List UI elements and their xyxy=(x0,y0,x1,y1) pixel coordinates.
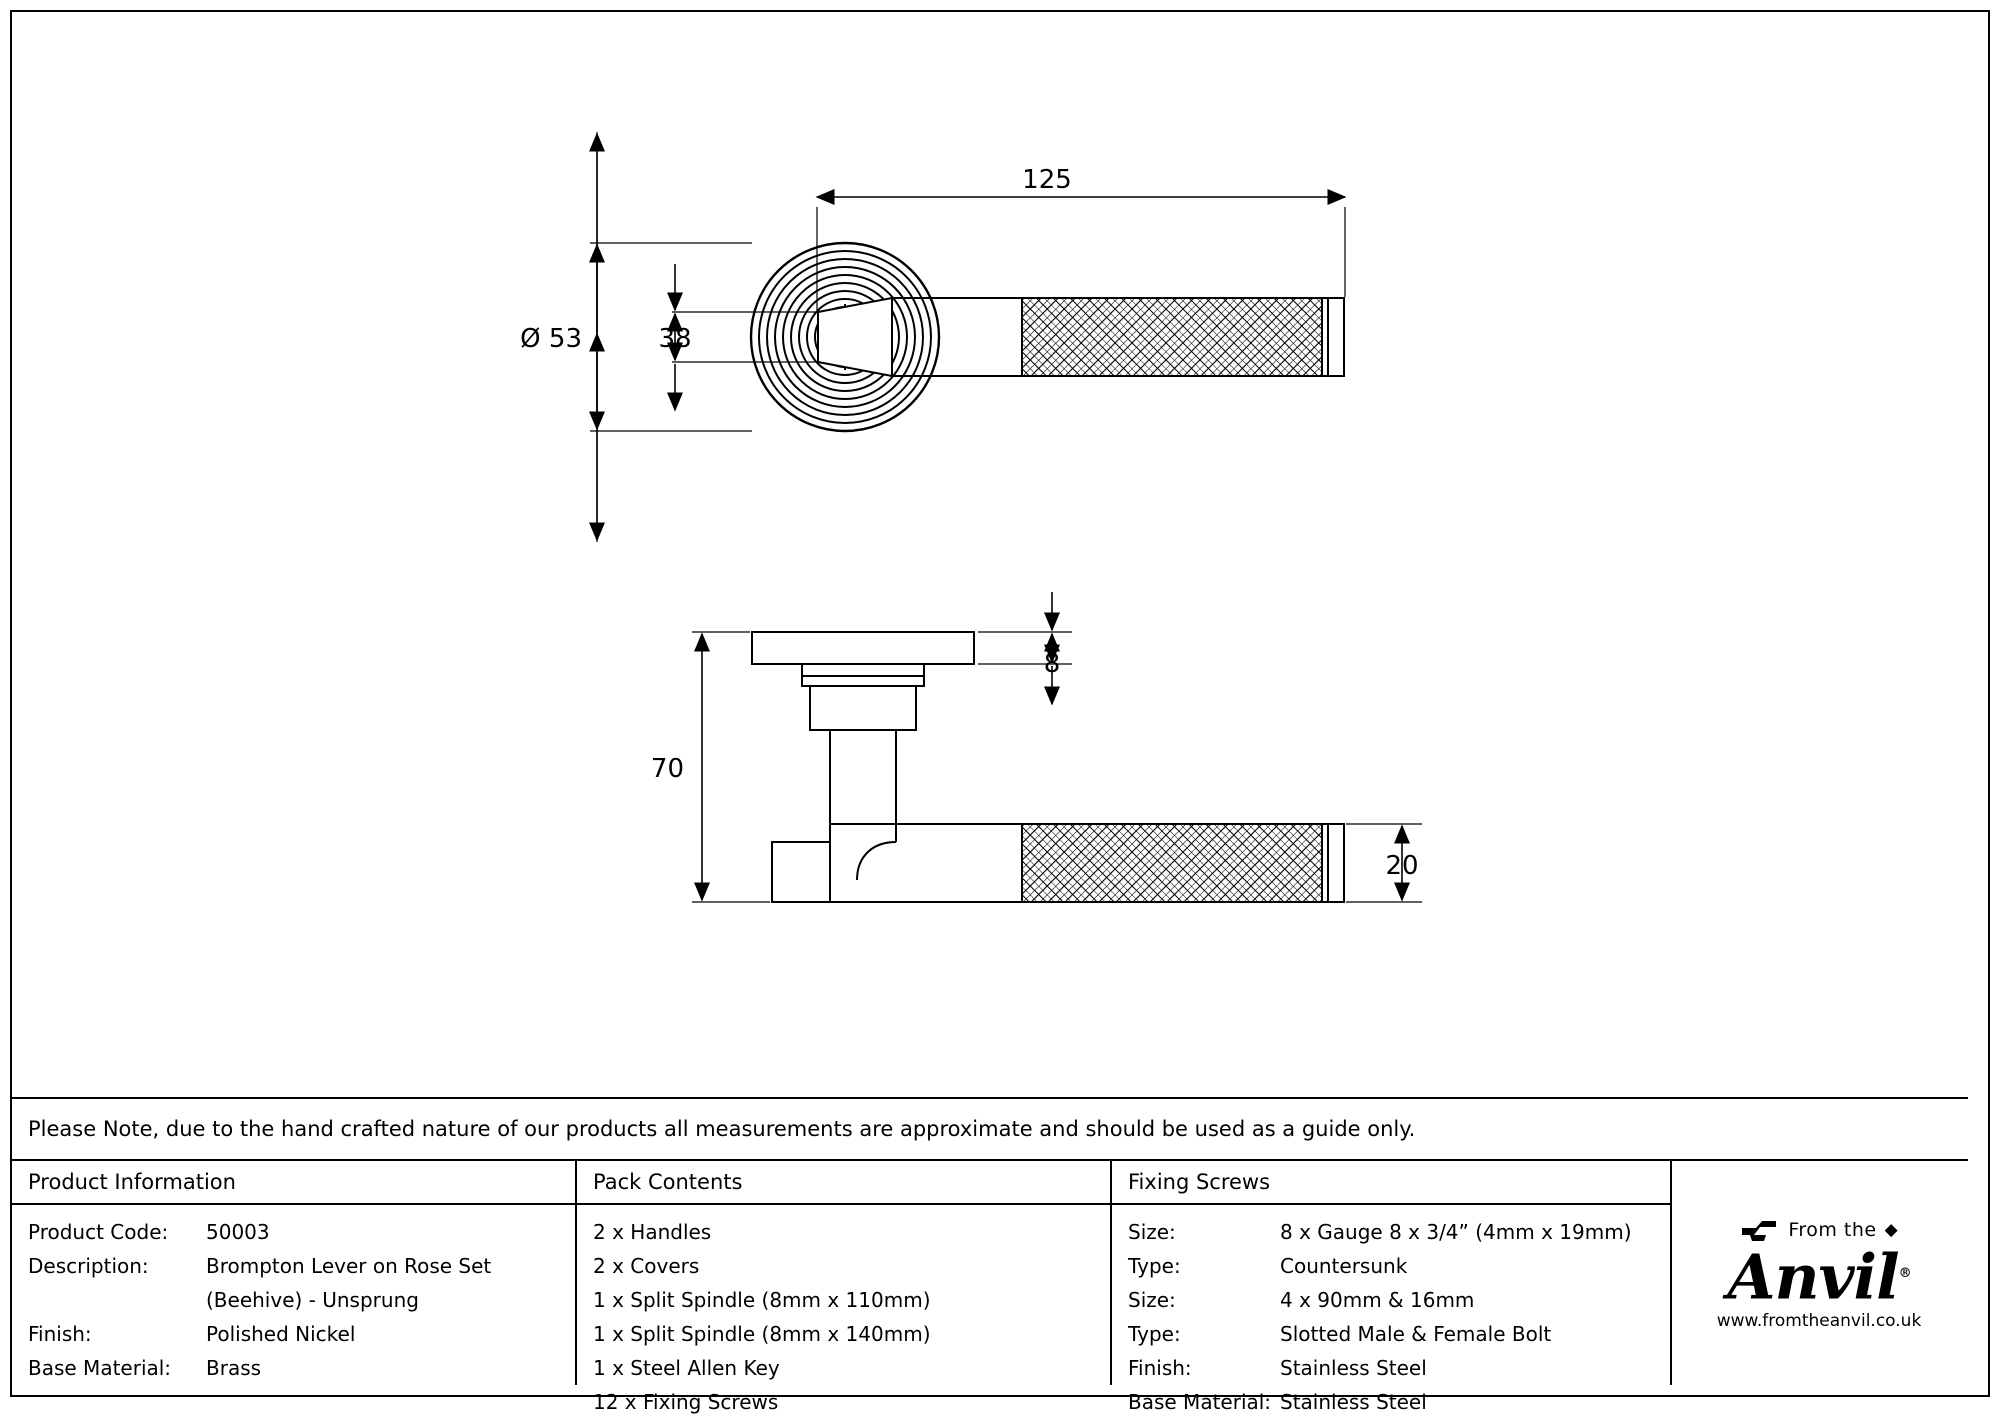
list-item: 12 x Fixing Screws xyxy=(593,1390,779,1414)
fixing-size-value-2: 4 x 90mm & 16mm xyxy=(1280,1288,1475,1312)
fixing-base-material-row xyxy=(1128,1385,1670,1419)
pack-contents-header xyxy=(577,1161,1110,1205)
dim-length-label: 125 xyxy=(1022,165,1072,195)
fixing-type-label-2: Type: xyxy=(1128,1322,1181,1346)
pack-contents-body xyxy=(577,1205,1110,1419)
dim-rose-diameter-label: Ø 53 xyxy=(520,324,582,354)
fixing-screws-column xyxy=(1112,1161,1672,1414)
specification-table xyxy=(12,1159,1968,1414)
fixing-size-value: 8 x Gauge 8 x 3/4” (4mm x 19mm) xyxy=(1280,1220,1632,1244)
dim-projection-label: 38 xyxy=(658,324,692,354)
brand-top-label: From the xyxy=(1788,1219,1877,1242)
brand-top-row xyxy=(1740,1217,1897,1243)
fixing-finish-row xyxy=(1128,1351,1670,1385)
fixing-size-row xyxy=(1128,1215,1670,1249)
dim-rose-thickness-label: 8 xyxy=(1043,649,1061,679)
product-code-label: Product Code: xyxy=(28,1220,169,1244)
fixing-base-material-label: Base Material: xyxy=(1128,1390,1272,1414)
product-drawing xyxy=(12,12,1968,1097)
fixing-type-row xyxy=(1128,1249,1670,1283)
description-value: Brompton Lever on Rose Set xyxy=(206,1254,492,1278)
list-item: 1 x Split Spindle (8mm x 110mm) xyxy=(593,1288,931,1312)
fixing-screws-header xyxy=(1112,1161,1670,1205)
brand-name-text: Anvil xyxy=(1727,1240,1899,1314)
base-material-row xyxy=(28,1351,575,1385)
product-information-column xyxy=(12,1161,577,1385)
brand-logo xyxy=(1672,1161,1966,1387)
pack-contents-column xyxy=(577,1161,1112,1414)
finish-label: Finish: xyxy=(28,1322,92,1346)
product-information-header-label: Product Information xyxy=(28,1170,236,1194)
fixing-type-row-2 xyxy=(1128,1317,1670,1351)
dim-height-label: 70 xyxy=(650,754,684,784)
measurement-note-text: Please Note, due to the hand crafted nature of our products all measurements are approximate and should be used as a guide only. xyxy=(28,1117,1416,1141)
brand-column xyxy=(1672,1161,1966,1385)
description-label: Description: xyxy=(28,1254,149,1278)
finish-row xyxy=(28,1317,575,1351)
dim-lever-diameter-label: 20 xyxy=(1385,851,1419,881)
measurement-note xyxy=(12,1097,1968,1159)
fixing-base-material-value: Stainless Steel xyxy=(1280,1390,1427,1414)
base-material-label: Base Material: xyxy=(28,1356,172,1380)
fixing-type-value-2: Slotted Male & Female Bolt xyxy=(1280,1322,1552,1346)
fixing-finish-label: Finish: xyxy=(1128,1356,1192,1380)
fixing-size-label: Size: xyxy=(1128,1220,1176,1244)
registered-trademark-icon: ® xyxy=(1898,1266,1911,1282)
list-item: 2 x Handles xyxy=(593,1220,712,1244)
list-item: 2 x Covers xyxy=(593,1254,700,1278)
list-item: 1 x Steel Allen Key xyxy=(593,1356,780,1380)
description-row xyxy=(28,1249,575,1283)
anvil-icon xyxy=(1740,1217,1780,1243)
pack-contents-header-label: Pack Contents xyxy=(593,1170,743,1194)
product-code-row xyxy=(28,1215,575,1249)
product-information-body xyxy=(12,1205,575,1385)
fixing-type-value: Countersunk xyxy=(1280,1254,1408,1278)
brand-name xyxy=(1727,1240,1911,1314)
finish-value: Polished Nickel xyxy=(206,1322,356,1346)
fixing-finish-value: Stainless Steel xyxy=(1280,1356,1427,1380)
list-item: 1 x Split Spindle (8mm x 140mm) xyxy=(593,1322,931,1346)
brand-url: www.fromtheanvil.co.uk xyxy=(1716,1310,1922,1331)
product-information-header xyxy=(12,1161,575,1205)
description-value-line2: (Beehive) - Unsprung xyxy=(206,1288,419,1312)
fixing-size-row-2 xyxy=(1128,1283,1670,1317)
diamond-icon: ◆ xyxy=(1884,1220,1898,1241)
product-code-value: 50003 xyxy=(206,1220,270,1244)
base-material-value: Brass xyxy=(206,1356,262,1380)
fixing-size-label-2: Size: xyxy=(1128,1288,1176,1312)
fixing-screws-body xyxy=(1112,1205,1670,1419)
fixing-screws-header-label: Fixing Screws xyxy=(1128,1170,1271,1194)
fixing-type-label: Type: xyxy=(1128,1254,1181,1278)
